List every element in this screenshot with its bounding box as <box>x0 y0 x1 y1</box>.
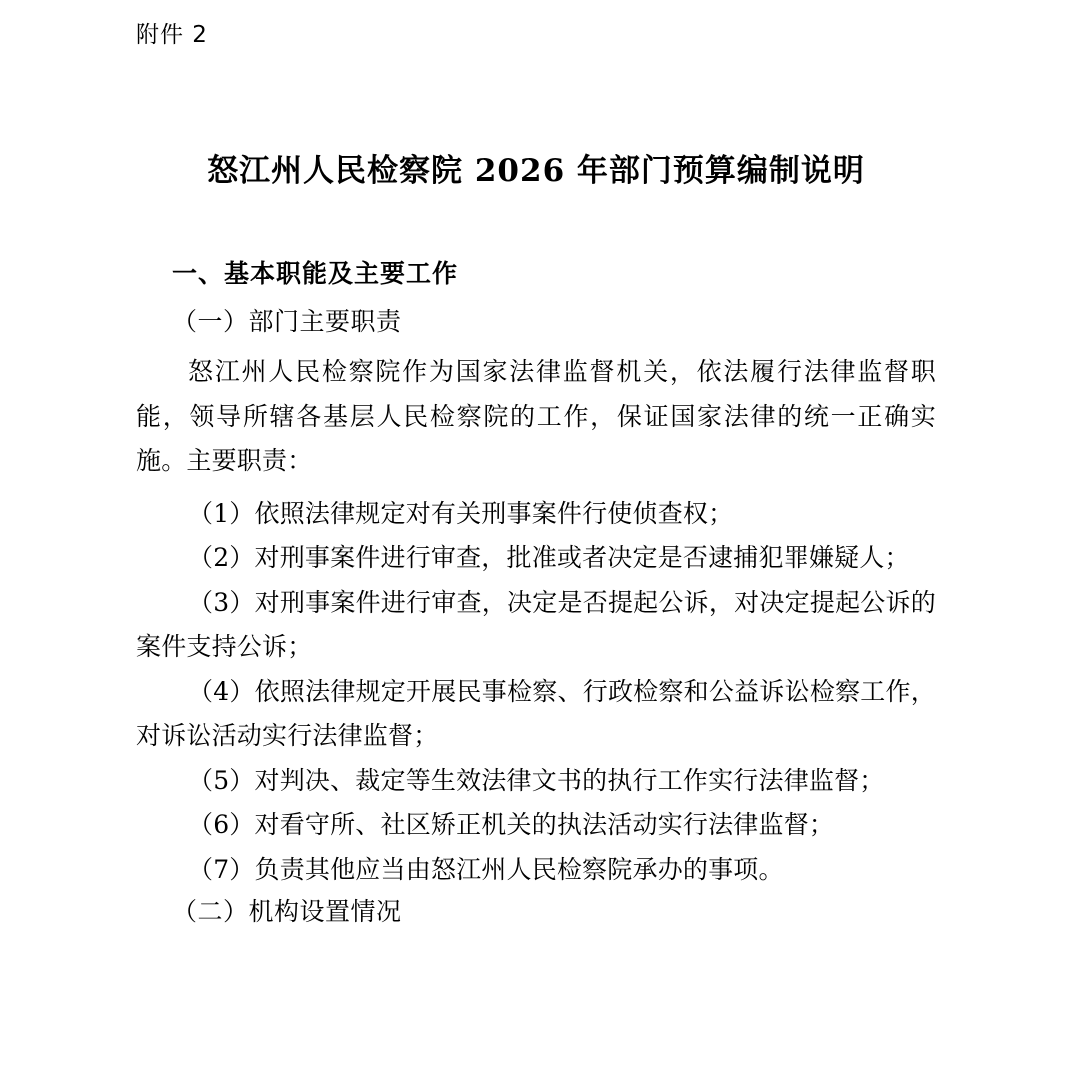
spacer-after-title <box>136 193 936 255</box>
duty-item-6: （6）对看守所、社区矫正机关的执法活动实行法律监督； <box>188 810 835 840</box>
paragraph-overview: 怒江州人民检察院作为国家法律监督机关，依法履行法律监督职能，领导所辖各基层人民检察院的工作，保证国家法律的统一正确实施。主要职责： <box>136 357 936 476</box>
spacer-3 <box>136 484 936 492</box>
duty-item-1: （1）依照法律规定对有关刑事案件行使侦查权； <box>188 498 734 528</box>
duty-item-2: （2）对刑事案件进行审查，批准或者决定是否逮捕犯罪嫌疑人； <box>188 543 910 573</box>
page-title: 怒江州人民检察院 2026 年部门预算编制说明 <box>207 153 865 189</box>
document-body <box>136 150 936 932</box>
spacer-2 <box>136 342 936 350</box>
section-heading-basic-duties: 一、基本职能及主要工作 <box>172 259 459 289</box>
duty-item-5: （5）对判决、裁定等生效法律文书的执行工作实行法律监督； <box>188 765 885 795</box>
duty-item-3: （3）对刑事案件进行审查，决定是否提起公诉，对决定提起公诉的案件支持公诉； <box>136 587 936 662</box>
subsection-heading-main-responsibilities: （一）部门主要职责 <box>172 307 402 337</box>
subsection-heading-organization: （二）机构设置情况 <box>172 897 402 927</box>
spacer-1 <box>136 294 936 302</box>
duty-item-4: （4）依照法律规定开展民事检察、行政检察和公益诉讼检察工作，对诉讼活动实行法律监督； <box>136 676 936 751</box>
duty-item-7: （7）负责其他应当由怒江州人民检察院承办的事项。 <box>188 854 784 884</box>
attachment-label: 附件 2 <box>136 22 208 48</box>
